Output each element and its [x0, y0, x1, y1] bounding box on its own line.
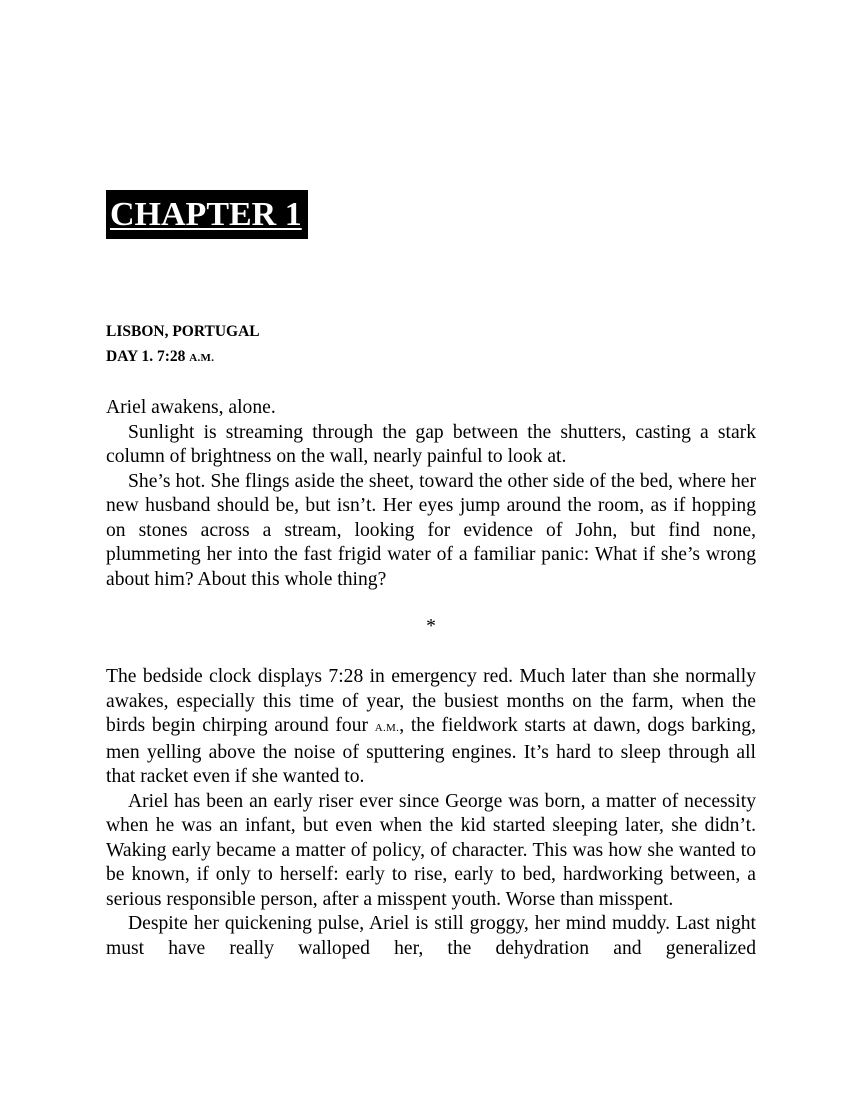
section-separator: * — [426, 616, 436, 637]
paragraph — [106, 665, 756, 790]
dateline-location: LISBON, PORTUGAL — [106, 323, 260, 340]
paragraph-text: The bedside clock displays 7:28 in emergency red. Much later than she normally awakes, especially this time of year, the busiest months on the farm, when the birds begin chirping around four — [106, 666, 756, 736]
dateline-day-ampm: A.M. — [189, 352, 215, 364]
paragraph: Ariel awakens, alone. — [106, 397, 276, 418]
paragraph-text: , the fieldwork starts at dawn, dogs barking, men yelling above the noise of sputtering engines. It’s hard to sleep through all that racket even if she wanted to. — [106, 715, 756, 787]
time-ampm: A.M. — [374, 722, 400, 734]
paragraph: Sunlight is streaming through the gap between the shutters, casting a stark column of brightness on the wall, nearly painful to look at. — [106, 421, 756, 467]
dateline-day-prefix: DAY 1. 7:28 — [106, 348, 190, 365]
chapter-heading: CHAPTER 1 — [106, 190, 308, 239]
dateline-day — [106, 347, 214, 368]
paragraph: Despite her quickening pulse, Ariel is still groggy, her mind muddy. Last night must have really walloped her, the dehydration and generalized — [106, 913, 756, 959]
paragraph: Ariel has been an early riser ever since George was born, a matter of necessity when he was an infant, but even when the kid started sleeping later, she didn’t. Waking early became a matter of policy, of character. This was how she wanted to be known, if only to herself: early to rise, early to bed, hardworking between, a serious responsible person, after a misspent youth. Worse than misspent. — [106, 790, 756, 910]
paragraph: She’s hot. She flings aside the sheet, toward the other side of the bed, where her new husband should be, but isn’t. Her eyes jump around the room, as if hopping on stones across a stream, looking for evidence of John, but find none, plummeting her into the fast frigid water of a familiar panic: What if she’s wrong about him? About this whole thing? — [106, 470, 756, 590]
section-two — [106, 665, 756, 961]
section-one — [106, 396, 756, 592]
